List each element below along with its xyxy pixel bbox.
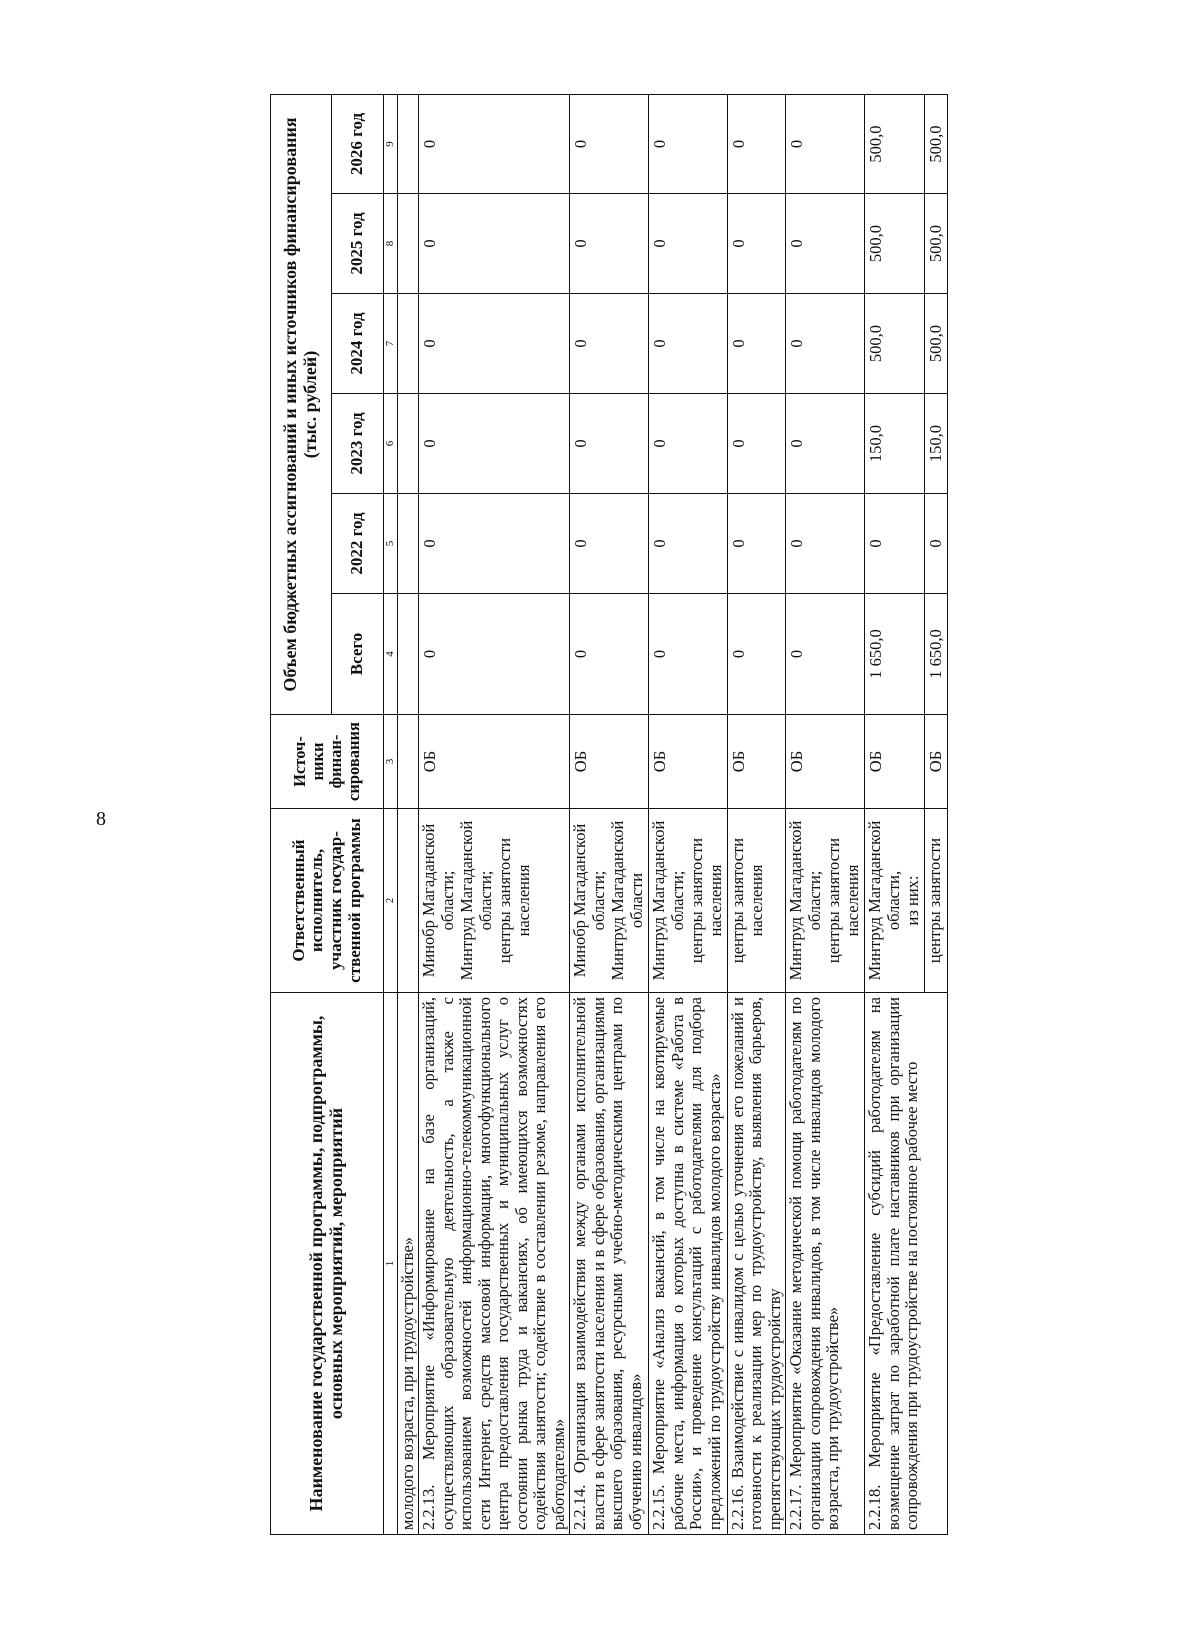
value-2025: 0 <box>419 194 570 294</box>
column-number: 2 <box>384 809 398 993</box>
value-2026: 0 <box>786 95 865 194</box>
responsible-cell <box>419 809 570 993</box>
value-2026: 0 <box>419 95 570 194</box>
responsible-line: Минтруд Магаданской области; <box>649 820 688 981</box>
value-2024: 0 <box>727 294 785 394</box>
value-total: 0 <box>419 594 570 715</box>
value-2025: 0 <box>727 194 785 294</box>
value-2023: 150,0 <box>925 394 948 494</box>
funding-source: ОБ <box>786 715 865 809</box>
value-total: 0 <box>570 594 649 715</box>
page-number: 8 <box>96 808 106 830</box>
funding-source: ОБ <box>925 715 948 809</box>
responsible-line: центры занятости населения <box>687 837 725 964</box>
value-total: 0 <box>786 594 865 715</box>
column-number: 1 <box>384 993 398 1535</box>
responsible-line: центры занятости населения <box>495 837 534 964</box>
value-2026: 0 <box>727 95 785 194</box>
value-2026: 500,0 <box>925 95 948 194</box>
value-2022: 0 <box>925 494 948 594</box>
header-year-2026: 2026 год <box>332 95 384 194</box>
table-row <box>865 95 925 1535</box>
value-2024: 500,0 <box>865 294 925 394</box>
table-row <box>570 95 649 1535</box>
value-total: 1 650,0 <box>865 594 925 715</box>
responsible-line: Минобр Магаданской области; <box>570 823 609 978</box>
column-numbers-row <box>384 95 398 1535</box>
value-2025: 500,0 <box>925 194 948 294</box>
value-2023: 0 <box>786 394 865 494</box>
activity-name: 2.2.17. Мероприятие «Оказание методической помощи работодателям по организации сопровождения инвалидов, в том числе инвалидов молодого возраста, при трудоустройстве» <box>786 993 865 1535</box>
table-row <box>786 95 865 1535</box>
rotated-sheet <box>270 95 1110 1535</box>
responsible-line: центры занятости населения <box>824 837 863 964</box>
value-2024: 0 <box>649 294 728 394</box>
activity-name: 2.2.13. Мероприятие «Информирование на базе организаций, осуществляющих образовательную деятельность, а также с использованием возможностей информационно-телекоммуникационной сети Интернет, средств массовой информации, многофункционального центра предоставления государственных и муниципальных услуг о состоянии рынка труда и вакансиях, об имеющихся возможностях содействия занятости; содействие в составлении резюме, направления его работодателям» <box>419 993 570 1535</box>
value-2026: 0 <box>570 95 649 194</box>
value-2023: 0 <box>727 394 785 494</box>
responsible-line: центры занятости населения <box>727 837 766 964</box>
value-2024: 0 <box>786 294 865 394</box>
value-2022: 0 <box>786 494 865 594</box>
responsible-line: Минтруд Магаданской области, <box>865 820 904 981</box>
responsible-line: Минобр Магаданской области; <box>419 823 458 978</box>
activity-name: 2.2.15. Мероприятие «Анализ вакансий, в том числе на квотируемые рабочие места, информация о которых доступна в системе «Работа в России», и проведение консультаций с работодателями для подбора предложений по трудоустройству инвалидов молодого возраста» <box>649 993 728 1535</box>
responsible-cell <box>649 809 728 993</box>
responsible-cell <box>727 809 785 993</box>
activity-name: 2.2.16. Взаимодействие с инвалидом с целью уточнения его пожеланий и готовности к реализации мер по трудоустройству, выявления барьеров, препятствующих трудоустройству <box>727 993 785 1535</box>
table-row <box>727 95 785 1535</box>
column-number: 9 <box>384 95 398 194</box>
responsible-cell <box>570 809 649 993</box>
value-2025: 500,0 <box>865 194 925 294</box>
responsible-cell <box>865 809 925 993</box>
responsible-line: из них: <box>903 875 923 926</box>
value-2022: 0 <box>865 494 925 594</box>
value-2022: 0 <box>649 494 728 594</box>
column-number: 3 <box>384 715 398 809</box>
value-total: 0 <box>649 594 728 715</box>
funding-source: ОБ <box>570 715 649 809</box>
responsible-line: Минтруд Магаданской области; <box>457 820 496 981</box>
activity-name: 2.2.14. Организация взаимодействия между органами исполнительной власти в сфере занятости населения и в сфере образования, организациями высшего образования, ресурсными учебно-методическими центрами по обучению инвалидов» <box>570 993 649 1535</box>
header-name: Наименование государственной программы, подпрограммы, основных мероприятий, мероприятий <box>271 993 384 1535</box>
header-year-2024: 2024 год <box>332 294 384 394</box>
header-source: Источ- ники финан- сирования <box>271 715 384 809</box>
header-year-2023: 2023 год <box>332 394 384 494</box>
value-2023: 150,0 <box>865 394 925 494</box>
value-2026: 500,0 <box>865 95 925 194</box>
value-2025: 0 <box>570 194 649 294</box>
column-number: 5 <box>384 494 398 594</box>
value-2023: 0 <box>570 394 649 494</box>
funding-source: ОБ <box>865 715 925 809</box>
value-2024: 500,0 <box>925 294 948 394</box>
continuation-row <box>398 95 419 1535</box>
responsible-line: Минтруд Магаданской области; <box>786 820 825 981</box>
value-2025: 0 <box>786 194 865 294</box>
activity-name: 2.2.18. Мероприятие «Предоставление субсидий работодателям на возмещение затрат по заработной плате наставников при организации сопровождения при трудоустройстве на постоянное рабочее место <box>865 993 948 1535</box>
header-year-2022: 2022 год <box>332 494 384 594</box>
header-total: Всего <box>332 594 384 715</box>
responsible-cell <box>786 809 865 993</box>
responsible-cell: центры занятости <box>925 809 948 993</box>
header-funding-group: Объем бюджетных ассигнований и иных источников финансирования (тыс. рублей) <box>271 95 332 715</box>
value-2023: 0 <box>419 394 570 494</box>
value-total: 0 <box>727 594 785 715</box>
column-number: 8 <box>384 194 398 294</box>
table-row <box>419 95 570 1535</box>
continuation-text: молодого возраста, при трудоустройстве» <box>398 993 419 1535</box>
value-2022: 0 <box>419 494 570 594</box>
value-2022: 0 <box>570 494 649 594</box>
funding-table <box>270 94 948 1535</box>
header-year-2025: 2025 год <box>332 194 384 294</box>
column-number: 7 <box>384 294 398 394</box>
value-2022: 0 <box>727 494 785 594</box>
table-row <box>649 95 728 1535</box>
value-2026: 0 <box>649 95 728 194</box>
responsible-line: Минтруд Магаданской области <box>608 820 647 981</box>
column-number: 6 <box>384 394 398 494</box>
funding-source: ОБ <box>649 715 728 809</box>
funding-source: ОБ <box>727 715 785 809</box>
value-2025: 0 <box>649 194 728 294</box>
value-2024: 0 <box>419 294 570 394</box>
funding-source: ОБ <box>419 715 570 809</box>
header-row-1 <box>271 95 332 1535</box>
value-2024: 0 <box>570 294 649 394</box>
column-number: 4 <box>384 594 398 715</box>
value-total: 1 650,0 <box>925 594 948 715</box>
value-2023: 0 <box>649 394 728 494</box>
header-responsible: Ответственный исполнитель, участник государ- ственной программы <box>271 809 384 993</box>
